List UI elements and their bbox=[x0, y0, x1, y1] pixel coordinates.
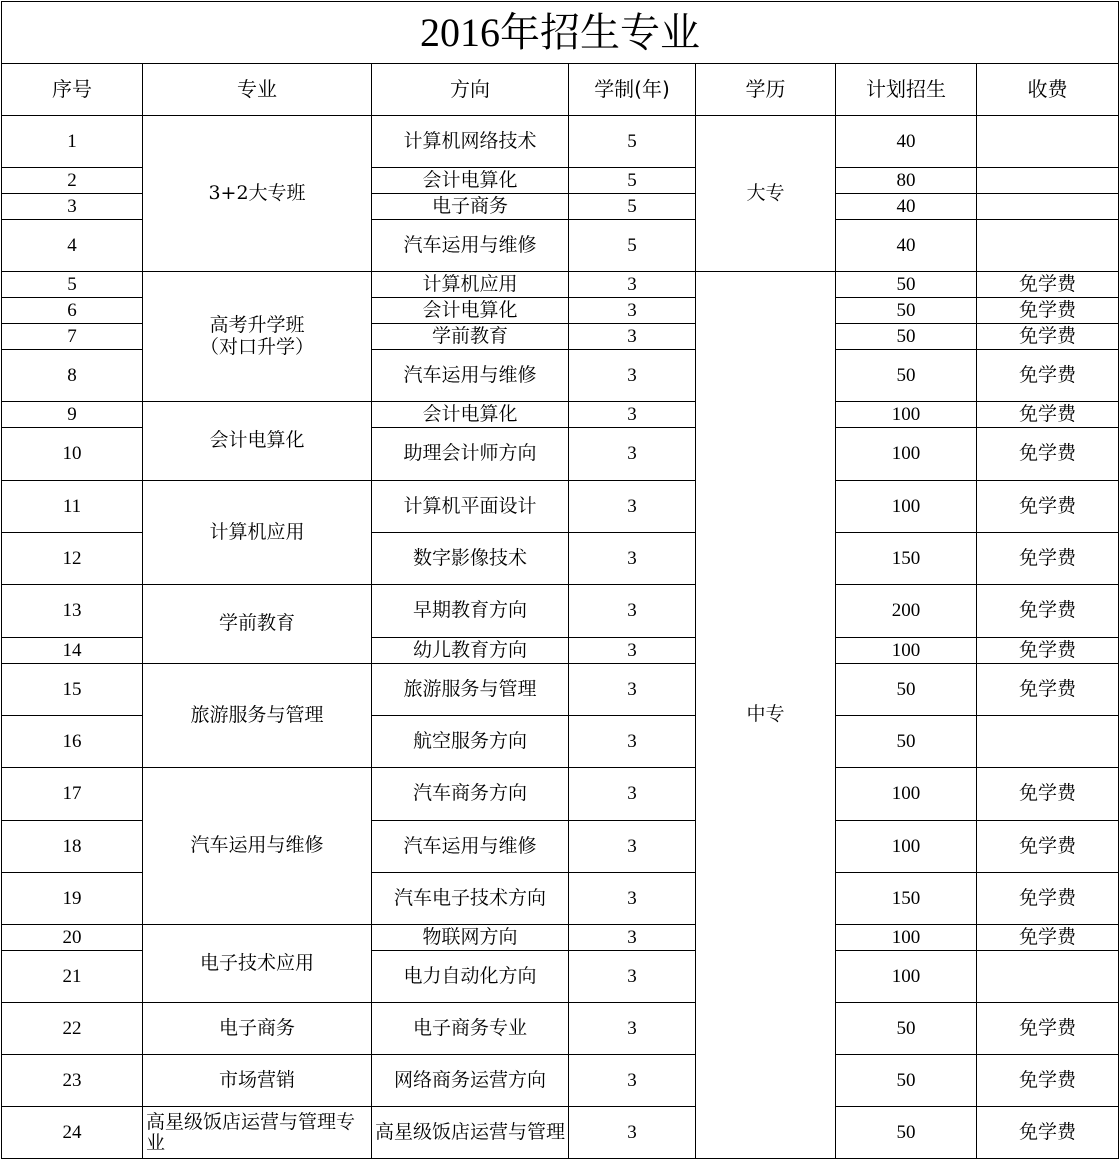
table-row bbox=[2, 481, 1119, 533]
row-number: 2 bbox=[2, 168, 143, 194]
major-cell: 电子商务 bbox=[143, 1003, 372, 1055]
direction-cell: 会计电算化 bbox=[372, 298, 569, 324]
plan-cell: 100 bbox=[836, 768, 977, 821]
plan-cell: 40 bbox=[836, 194, 977, 220]
direction-cell: 电力自动化方向 bbox=[372, 951, 569, 1003]
row-number: 14 bbox=[2, 638, 143, 664]
years-cell: 3 bbox=[569, 1107, 696, 1159]
header-row bbox=[2, 64, 1119, 116]
direction-cell: 计算机平面设计 bbox=[372, 481, 569, 533]
fee-cell: 免学费 bbox=[977, 873, 1119, 925]
direction-cell: 物联网方向 bbox=[372, 925, 569, 951]
direction-cell: 计算机应用 bbox=[372, 272, 569, 298]
page-title: 2016年招生专业 bbox=[2, 2, 1119, 64]
fee-cell bbox=[977, 951, 1119, 1003]
plan-cell: 100 bbox=[836, 951, 977, 1003]
years-cell: 3 bbox=[569, 298, 696, 324]
header-direction: 方向 bbox=[372, 64, 569, 116]
direction-cell: 助理会计师方向 bbox=[372, 428, 569, 481]
fee-cell: 免学费 bbox=[977, 768, 1119, 821]
plan-cell: 100 bbox=[836, 481, 977, 533]
direction-cell: 网络商务运营方向 bbox=[372, 1055, 569, 1107]
table-row bbox=[2, 272, 1119, 298]
direction-cell: 航空服务方向 bbox=[372, 716, 569, 768]
years-cell: 3 bbox=[569, 533, 696, 585]
plan-cell: 50 bbox=[836, 1003, 977, 1055]
row-number: 21 bbox=[2, 951, 143, 1003]
header-level: 学历 bbox=[696, 64, 836, 116]
direction-cell: 学前教育 bbox=[372, 324, 569, 350]
fee-cell: 免学费 bbox=[977, 664, 1119, 716]
direction-cell: 会计电算化 bbox=[372, 168, 569, 194]
major-cell: 市场营销 bbox=[143, 1055, 372, 1107]
fee-cell: 免学费 bbox=[977, 1107, 1119, 1159]
direction-cell: 高星级饭店运营与管理 bbox=[372, 1107, 569, 1159]
direction-cell: 旅游服务与管理 bbox=[372, 664, 569, 716]
fee-cell bbox=[977, 168, 1119, 194]
fee-cell: 免学费 bbox=[977, 925, 1119, 951]
table-row bbox=[2, 664, 1119, 716]
row-number: 11 bbox=[2, 481, 143, 533]
fee-cell: 免学费 bbox=[977, 821, 1119, 873]
plan-cell: 50 bbox=[836, 272, 977, 298]
fee-cell: 免学费 bbox=[977, 1055, 1119, 1107]
direction-cell: 汽车运用与维修 bbox=[372, 220, 569, 272]
row-number: 24 bbox=[2, 1107, 143, 1159]
years-cell: 3 bbox=[569, 638, 696, 664]
years-cell: 3 bbox=[569, 585, 696, 638]
years-cell: 3 bbox=[569, 664, 696, 716]
plan-cell: 150 bbox=[836, 873, 977, 925]
direction-cell: 汽车电子技术方向 bbox=[372, 873, 569, 925]
years-cell: 5 bbox=[569, 220, 696, 272]
years-cell: 3 bbox=[569, 768, 696, 821]
table-row bbox=[2, 585, 1119, 638]
fee-cell bbox=[977, 716, 1119, 768]
row-number: 8 bbox=[2, 350, 143, 402]
row-number: 16 bbox=[2, 716, 143, 768]
major-cell: 高星级饭店运营与管理专业 bbox=[143, 1107, 372, 1159]
header-no: 序号 bbox=[2, 64, 143, 116]
fee-cell: 免学费 bbox=[977, 324, 1119, 350]
plan-cell: 50 bbox=[836, 716, 977, 768]
years-cell: 5 bbox=[569, 168, 696, 194]
fee-cell: 免学费 bbox=[977, 350, 1119, 402]
fee-cell: 免学费 bbox=[977, 533, 1119, 585]
years-cell: 3 bbox=[569, 324, 696, 350]
row-number: 1 bbox=[2, 116, 143, 168]
table-row bbox=[2, 1003, 1119, 1055]
major-cell: 3+2大专班 bbox=[143, 116, 372, 272]
header-plan: 计划招生 bbox=[836, 64, 977, 116]
table-row bbox=[2, 402, 1119, 428]
major-cell: 旅游服务与管理 bbox=[143, 664, 372, 768]
years-cell: 3 bbox=[569, 873, 696, 925]
years-cell: 3 bbox=[569, 272, 696, 298]
fee-cell bbox=[977, 116, 1119, 168]
row-number: 17 bbox=[2, 768, 143, 821]
direction-cell: 电子商务专业 bbox=[372, 1003, 569, 1055]
table-row bbox=[2, 1055, 1119, 1107]
table-row bbox=[2, 116, 1119, 168]
table-body bbox=[2, 116, 1119, 1159]
header-years: 学制(年) bbox=[569, 64, 696, 116]
row-number: 18 bbox=[2, 821, 143, 873]
plan-cell: 50 bbox=[836, 1107, 977, 1159]
years-cell: 5 bbox=[569, 194, 696, 220]
plan-cell: 40 bbox=[836, 220, 977, 272]
row-number: 9 bbox=[2, 402, 143, 428]
plan-cell: 200 bbox=[836, 585, 977, 638]
row-number: 19 bbox=[2, 873, 143, 925]
years-cell: 3 bbox=[569, 428, 696, 481]
fee-cell: 免学费 bbox=[977, 1003, 1119, 1055]
years-cell: 3 bbox=[569, 350, 696, 402]
major-cell: 学前教育 bbox=[143, 585, 372, 664]
direction-cell: 会计电算化 bbox=[372, 402, 569, 428]
plan-cell: 50 bbox=[836, 1055, 977, 1107]
years-cell: 3 bbox=[569, 925, 696, 951]
fee-cell: 免学费 bbox=[977, 298, 1119, 324]
fee-cell: 免学费 bbox=[977, 402, 1119, 428]
plan-cell: 100 bbox=[836, 402, 977, 428]
row-number: 7 bbox=[2, 324, 143, 350]
plan-cell: 100 bbox=[836, 821, 977, 873]
years-cell: 3 bbox=[569, 951, 696, 1003]
row-number: 10 bbox=[2, 428, 143, 481]
direction-cell: 汽车运用与维修 bbox=[372, 350, 569, 402]
plan-cell: 150 bbox=[836, 533, 977, 585]
row-number: 22 bbox=[2, 1003, 143, 1055]
table-row bbox=[2, 768, 1119, 821]
fee-cell: 免学费 bbox=[977, 481, 1119, 533]
direction-cell: 汽车运用与维修 bbox=[372, 821, 569, 873]
row-number: 3 bbox=[2, 194, 143, 220]
years-cell: 3 bbox=[569, 716, 696, 768]
years-cell: 3 bbox=[569, 821, 696, 873]
header-major: 专业 bbox=[143, 64, 372, 116]
years-cell: 5 bbox=[569, 116, 696, 168]
table-row bbox=[2, 925, 1119, 951]
major-cell: 会计电算化 bbox=[143, 402, 372, 481]
fee-cell bbox=[977, 194, 1119, 220]
direction-cell: 数字影像技术 bbox=[372, 533, 569, 585]
level-cell: 中专 bbox=[696, 272, 836, 1159]
major-cell: 计算机应用 bbox=[143, 481, 372, 585]
years-cell: 3 bbox=[569, 481, 696, 533]
row-number: 20 bbox=[2, 925, 143, 951]
table-row bbox=[2, 1107, 1119, 1159]
fee-cell: 免学费 bbox=[977, 428, 1119, 481]
plan-cell: 40 bbox=[836, 116, 977, 168]
fee-cell bbox=[977, 220, 1119, 272]
major-cell: 电子技术应用 bbox=[143, 925, 372, 1003]
plan-cell: 80 bbox=[836, 168, 977, 194]
plan-cell: 100 bbox=[836, 925, 977, 951]
direction-cell: 汽车商务方向 bbox=[372, 768, 569, 821]
fee-cell: 免学费 bbox=[977, 272, 1119, 298]
years-cell: 3 bbox=[569, 402, 696, 428]
major-cell: 汽车运用与维修 bbox=[143, 768, 372, 925]
direction-cell: 计算机网络技术 bbox=[372, 116, 569, 168]
plan-cell: 50 bbox=[836, 664, 977, 716]
row-number: 12 bbox=[2, 533, 143, 585]
plan-cell: 50 bbox=[836, 298, 977, 324]
plan-cell: 50 bbox=[836, 350, 977, 402]
level-cell: 大专 bbox=[696, 116, 836, 272]
plan-cell: 100 bbox=[836, 638, 977, 664]
direction-cell: 电子商务 bbox=[372, 194, 569, 220]
direction-cell: 幼儿教育方向 bbox=[372, 638, 569, 664]
header-fee: 收费 bbox=[977, 64, 1119, 116]
row-number: 4 bbox=[2, 220, 143, 272]
row-number: 15 bbox=[2, 664, 143, 716]
enrollment-table bbox=[1, 1, 1119, 1159]
row-number: 23 bbox=[2, 1055, 143, 1107]
fee-cell: 免学费 bbox=[977, 638, 1119, 664]
years-cell: 3 bbox=[569, 1055, 696, 1107]
row-number: 13 bbox=[2, 585, 143, 638]
major-cell: 高考升学班 （对口升学） bbox=[143, 272, 372, 402]
plan-cell: 50 bbox=[836, 324, 977, 350]
row-number: 5 bbox=[2, 272, 143, 298]
direction-cell: 早期教育方向 bbox=[372, 585, 569, 638]
row-number: 6 bbox=[2, 298, 143, 324]
plan-cell: 100 bbox=[836, 428, 977, 481]
years-cell: 3 bbox=[569, 1003, 696, 1055]
fee-cell: 免学费 bbox=[977, 585, 1119, 638]
